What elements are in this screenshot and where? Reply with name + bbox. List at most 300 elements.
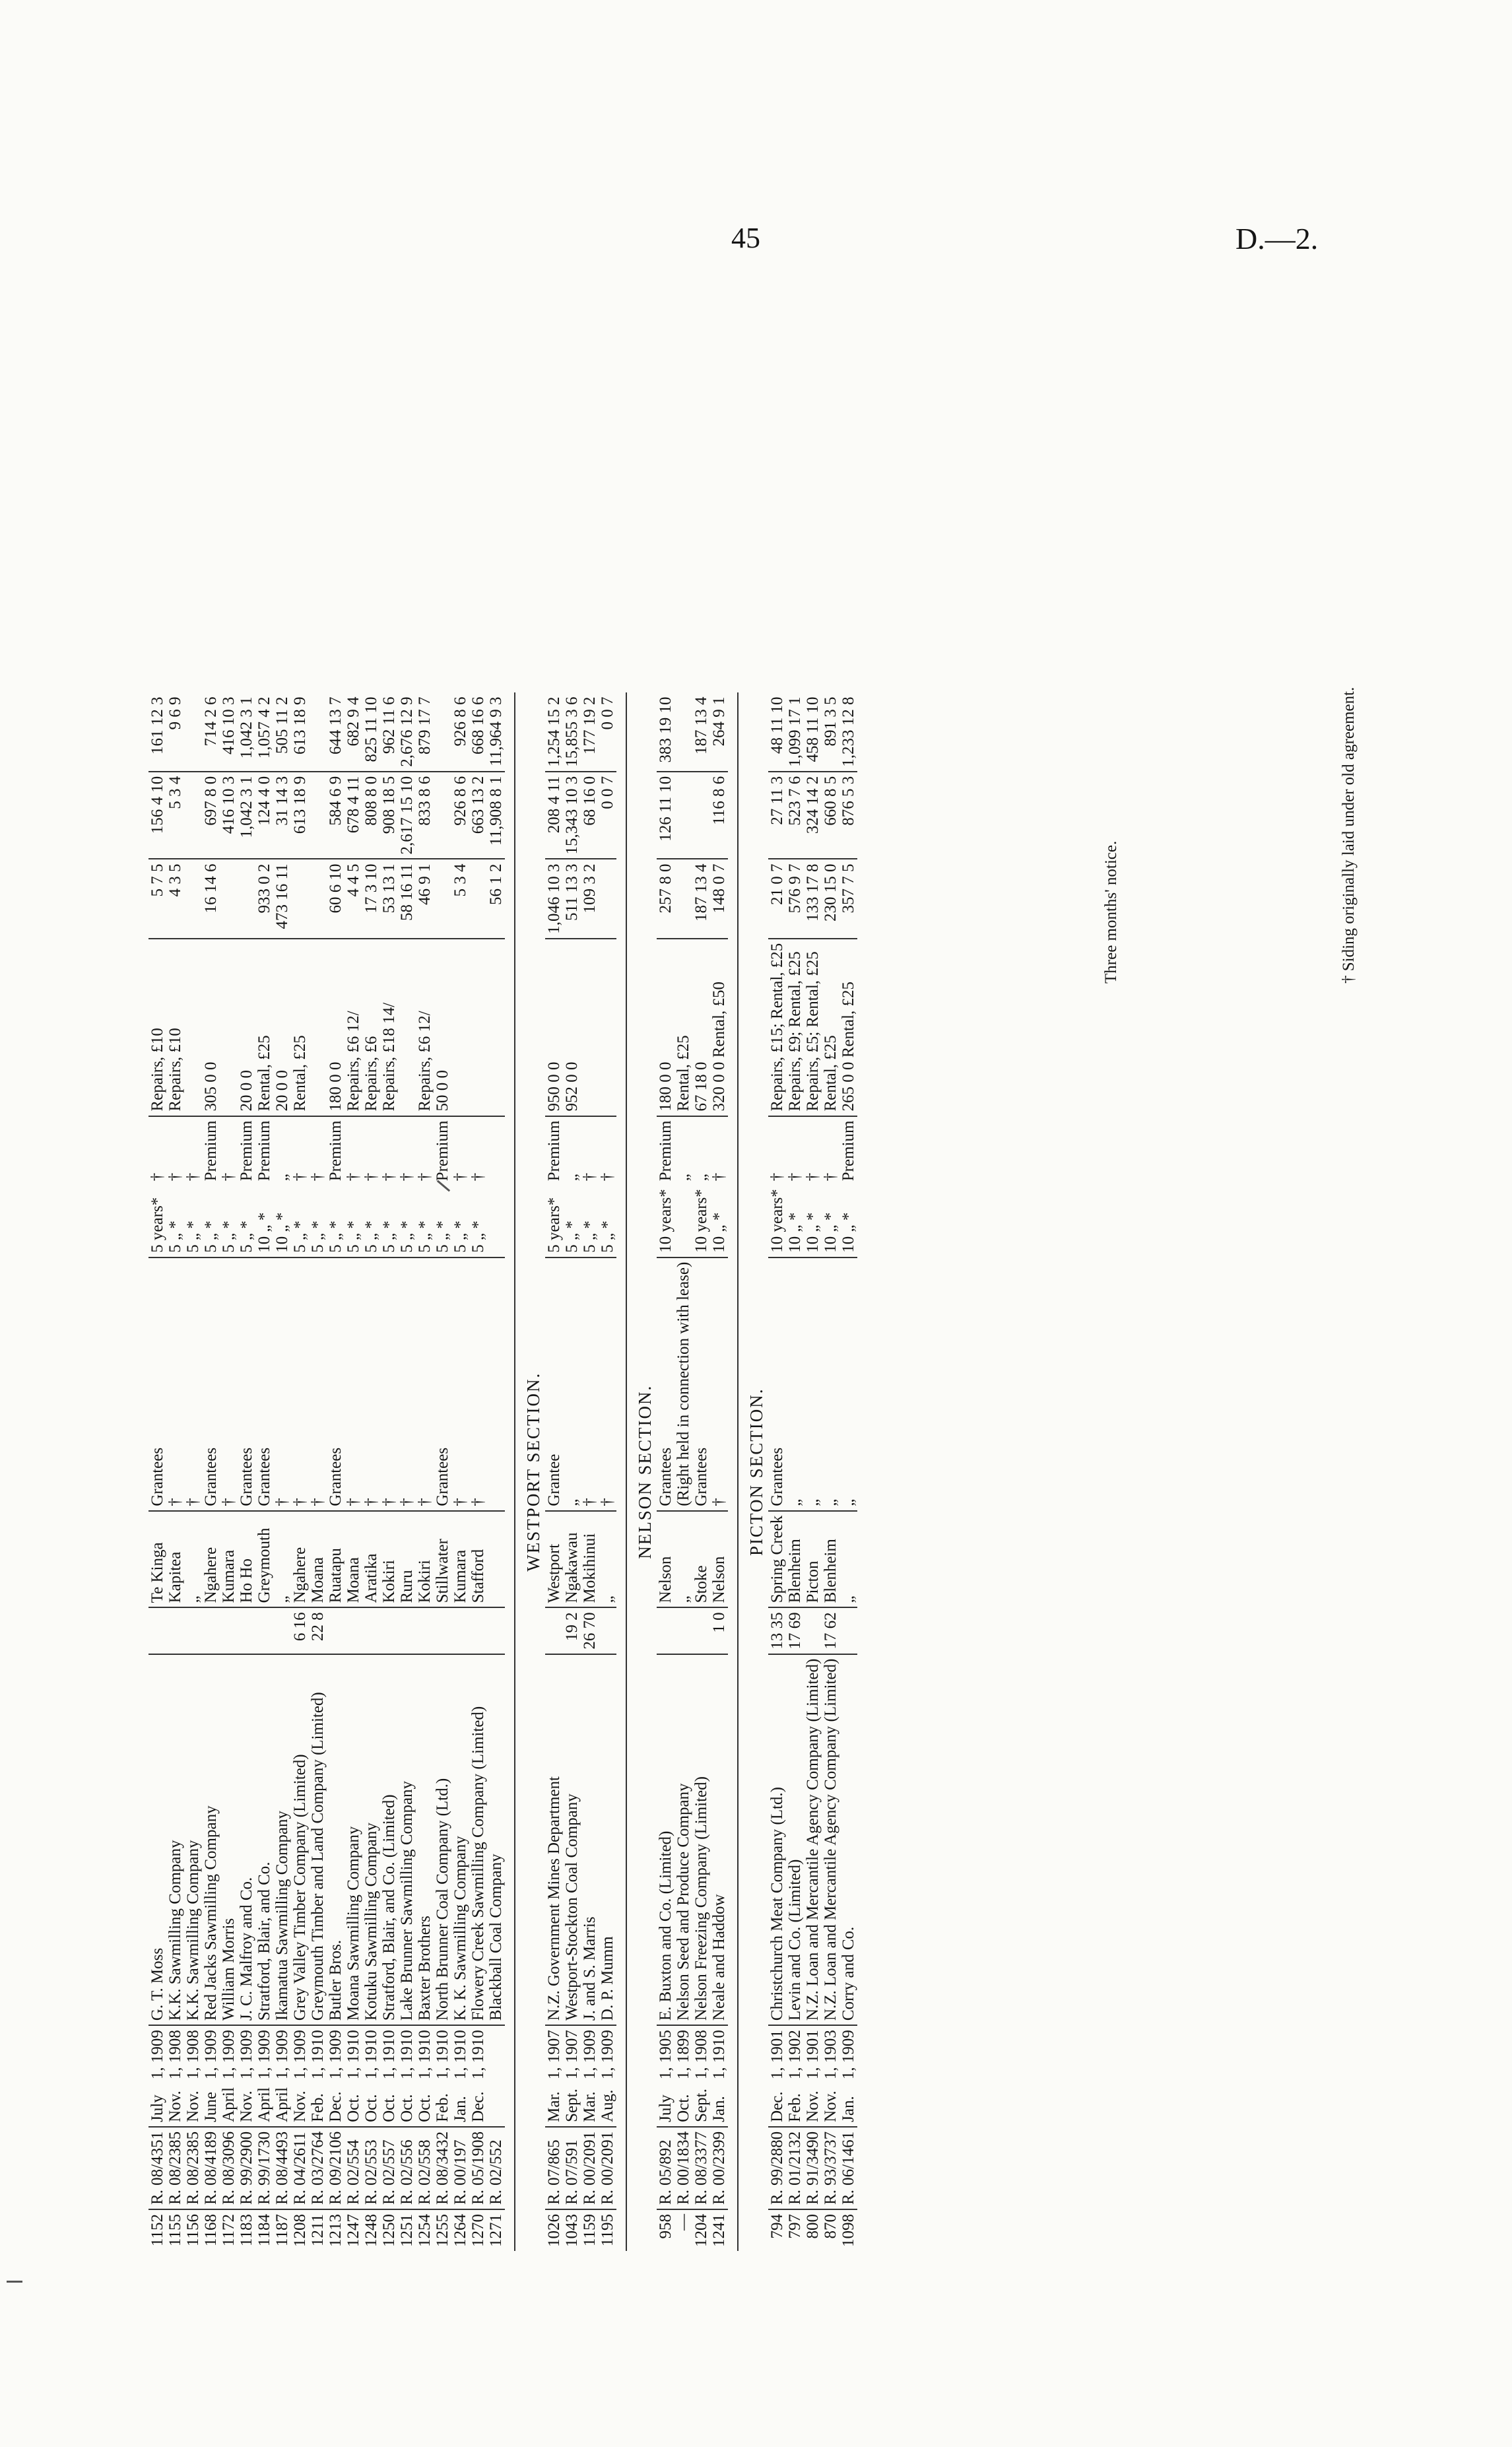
table-cell: 1, 1909: [581, 2025, 599, 2083]
table-cell: 53 13 1: [380, 859, 398, 938]
table-cell: Moana Sawmilling Company: [345, 1654, 362, 2025]
table-cell: 1, 1907: [563, 2025, 581, 2083]
table-cell: Ikamatua Sawmilling Company: [273, 1654, 291, 2025]
table-cell: 180 0 0: [657, 939, 674, 1116]
table-cell: Premium: [202, 1116, 220, 1186]
table-cell: 1, 1907: [545, 2025, 563, 2083]
table-cell: Nov.: [238, 2091, 255, 2122]
table-cell: 1, 1899: [674, 2025, 692, 2083]
table-cell: R. 08/2385: [166, 2127, 184, 2209]
table-cell: †: [469, 1116, 487, 1186]
table-cell: [692, 772, 710, 859]
table-cell: 1,099 17 1: [786, 696, 804, 767]
table-cell: R. 93/3737: [822, 2127, 839, 2209]
table-cell: 797: [786, 2209, 804, 2251]
table-cell: R. 02/558: [416, 2127, 434, 2209]
table-cell: R. 00/1834: [674, 2127, 692, 2209]
table-cell: Premium: [255, 1116, 273, 1186]
table-cell: 10 years*: [692, 1189, 710, 1253]
table-cell: 11,964 9 3: [487, 696, 505, 766]
table-cell: Rental, £25: [822, 939, 839, 1116]
table-cell: 5 „ *: [599, 1221, 616, 1253]
table-cell: 1, 1910: [434, 2025, 451, 2083]
table-cell: 5 „ *: [362, 1221, 380, 1253]
table-cell: R. 99/2880: [768, 2127, 786, 2209]
table-cell: 962 11 6: [380, 696, 398, 754]
table-row: [398, 685, 416, 2251]
table-cell: R. 00/197: [451, 2127, 469, 2209]
table-cell: 5 „ *: [202, 1221, 220, 1253]
table-cell: [309, 692, 327, 771]
table-cell: [674, 1185, 692, 1257]
table-cell: 825 11 10: [362, 696, 380, 762]
table-cell: 5 „ *: [166, 1221, 184, 1253]
table-row: [657, 685, 674, 2251]
table-cell: [674, 692, 692, 771]
table-row: [238, 685, 255, 2251]
table-cell: Repairs, £5; Rental, £25: [804, 939, 822, 1116]
table-cell: [238, 1607, 255, 1654]
table-cell: 264 9 1: [710, 696, 728, 747]
gap-cell: [505, 692, 515, 2251]
table-cell: [148, 1607, 166, 1654]
table-cell: „: [839, 1257, 857, 1511]
table-cell: R. 08/4493: [273, 2127, 291, 2209]
table-cell: Grantees: [657, 1257, 674, 1511]
table-cell: †: [469, 1257, 487, 1511]
table-cell: 1248: [362, 2209, 380, 2251]
table-cell: 1270: [469, 2209, 487, 2251]
table-cell: Blackball Coal Company: [487, 1654, 505, 2025]
table-cell: 5 3 4: [166, 772, 184, 859]
table-cell: „: [674, 1116, 692, 1186]
table-cell: 1098: [839, 2209, 857, 2251]
table-cell: Grantees: [768, 1257, 786, 1511]
table-cell: 794: [768, 2209, 786, 2251]
table-cell: [599, 859, 616, 938]
table-cell: 5 „ *: [238, 1221, 255, 1253]
table-cell: 265 0 0 Rental, £25: [839, 939, 857, 1116]
table-cell: Oct.: [416, 2094, 434, 2122]
table-cell: Neale and Haddow: [710, 1654, 728, 2025]
scan-mark: [7, 2281, 22, 2283]
table-cell: 1, 1908: [184, 2025, 202, 2083]
table-cell: Lake Brunner Sawmilling Company: [398, 1654, 416, 2025]
table-cell: 27 11 3: [768, 772, 786, 859]
table-body: [148, 685, 867, 2251]
table-cell: June: [202, 2092, 220, 2122]
table-cell: 68 16 0: [581, 772, 599, 859]
table-cell: [309, 939, 327, 1116]
table-cell: Mokihinui: [581, 1511, 599, 1608]
table-cell: [599, 1607, 616, 1654]
table-cell: †: [291, 1116, 309, 1186]
table-cell: †: [148, 1116, 166, 1186]
table-cell: †: [380, 1116, 398, 1186]
table-cell: R. 00/2091: [581, 2127, 599, 2209]
table-cell: R. 02/554: [345, 2127, 362, 2209]
table-cell: [434, 859, 451, 938]
table-cell: Levin and Co. (Limited): [786, 1654, 804, 2025]
table-cell: 5 „ *: [398, 1221, 416, 1253]
table-cell: 17 62: [822, 1607, 839, 1654]
table-cell: 124 4 0: [255, 772, 273, 859]
table-row: [309, 685, 327, 2251]
table-cell: Ngakawau: [563, 1511, 581, 1608]
table-cell: Moana: [309, 1511, 327, 1608]
table-cell: R. 02/556: [398, 2127, 416, 2209]
table-cell: 126 11 10: [657, 772, 674, 859]
page-number: 45: [731, 222, 760, 254]
table-row: [184, 685, 202, 2251]
table-cell: Repairs, £15; Rental, £25: [768, 939, 786, 1116]
table-cell: E. Buxton and Co. (Limited): [657, 1654, 674, 2025]
table-cell: 1, 1909: [238, 2025, 255, 2083]
table-cell: Greymouth Timber and Land Company (Limited): [309, 1654, 327, 2025]
table-cell: 4 4 5: [345, 859, 362, 938]
table-cell: 31 14 3: [273, 772, 291, 859]
table-cell: 1, 1903: [822, 2025, 839, 2083]
table-cell: 10 „ *: [804, 1212, 822, 1253]
table-cell: Grantees: [692, 1257, 710, 1511]
table-cell: 10 „ *: [839, 1212, 857, 1253]
table-cell: 50 0 0: [434, 939, 451, 1116]
table-cell: [184, 1607, 202, 1654]
table-cell: 305 0 0: [202, 939, 220, 1116]
table-cell: †: [822, 1116, 839, 1186]
table-cell: Westport: [545, 1511, 563, 1608]
table-cell: Oct.: [380, 2094, 398, 2122]
table-cell: „: [804, 1257, 822, 1511]
section-heading-row: [738, 685, 768, 2251]
table-cell: 230 15 0: [822, 859, 839, 938]
table-cell: [238, 859, 255, 938]
table-cell: 416 10 3: [220, 772, 238, 859]
table-cell: Feb.: [786, 2093, 804, 2122]
table-cell: Grantees: [434, 1257, 451, 1511]
table-cell: Grantees: [238, 1257, 255, 1511]
table-cell: 1264: [451, 2209, 469, 2251]
table-cell: [220, 939, 238, 1116]
table-cell: [416, 1607, 434, 1654]
table-cell: [581, 939, 599, 1116]
table-cell: [451, 1607, 469, 1654]
table-cell: 2,676 12 9: [398, 696, 416, 767]
table-cell: 1, 1901: [804, 2025, 822, 2083]
table-row: [822, 685, 839, 2251]
table-cell: 5 „ *: [563, 1221, 581, 1253]
table-cell: [398, 939, 416, 1116]
table-cell: Dec.: [469, 2091, 487, 2122]
table-row: [202, 685, 220, 2251]
table-cell: R. 09/2106: [327, 2127, 345, 2209]
table-cell: Rental, £25: [674, 939, 692, 1116]
table-cell: 20 0 0: [238, 939, 255, 1116]
table-cell: Nov.: [804, 2091, 822, 2122]
table-cell: 22 8: [309, 1607, 327, 1654]
table-cell: 1, 1909: [220, 2025, 238, 2083]
table-cell: „: [839, 1511, 857, 1608]
table-cell: Oct.: [362, 2094, 380, 2122]
table-cell: 1195: [599, 2209, 616, 2251]
table-cell: 1, 1910: [380, 2025, 398, 2083]
table-row: [804, 685, 822, 2251]
table-cell: [166, 1607, 184, 1654]
table-cell: †: [581, 1257, 599, 1511]
table-cell: 1271: [487, 2209, 505, 2251]
table-cell: 958: [657, 2209, 674, 2251]
table-cell: 320 0 0 Rental, £50: [710, 939, 728, 1116]
table-cell: 891 3 5: [822, 696, 839, 747]
table-cell: 663 13 2: [469, 772, 487, 859]
table-cell: 1, 1910: [416, 2025, 434, 2083]
table-cell: 1, 1909: [327, 2025, 345, 2083]
table-cell: Repairs, £18 14/: [380, 939, 398, 1116]
table-cell: †: [184, 1257, 202, 1511]
table-cell: R. 99/1730: [255, 2127, 273, 2209]
table-cell: 833 8 6: [416, 772, 434, 859]
table-cell: 808 8 0: [362, 772, 380, 859]
table-cell: 383 19 10: [657, 696, 674, 763]
table-cell: K. K. Sawmilling Company: [451, 1654, 469, 2025]
table-cell: 1, 1910: [451, 2025, 469, 2083]
table-cell: 1,233 12 8: [839, 696, 857, 767]
table-cell: 180 0 0: [327, 939, 345, 1116]
table-cell: Westport-Stockton Coal Company: [563, 1654, 581, 2025]
table-cell: 2,617 15 10: [398, 772, 416, 859]
table-cell: 505 11 2: [273, 696, 291, 754]
table-cell: G. T. Moss: [148, 1654, 166, 2025]
table-cell: Repairs, £6 12/: [416, 939, 434, 1116]
table-cell: [692, 1607, 710, 1654]
table-cell: 576 9 7: [786, 859, 804, 938]
table-cell: [220, 1607, 238, 1654]
table-cell: Red Jacks Sawmilling Company: [202, 1654, 220, 2025]
table-cell: Nov.: [184, 2091, 202, 2122]
table-cell: 1, 1910: [398, 2025, 416, 2083]
table-cell: 26 70: [581, 1607, 599, 1654]
table-cell: Ngahere: [202, 1511, 220, 1608]
table-cell: [674, 859, 692, 938]
table-cell: 1 0: [710, 1607, 728, 1654]
table-cell: Kokiri: [416, 1511, 434, 1608]
table-cell: R. 06/1461: [839, 2127, 857, 2209]
table-cell: 10 years*: [768, 1189, 786, 1253]
table-cell: 148 0 7: [710, 859, 728, 938]
table-cell: 1255: [434, 2209, 451, 2251]
table-cell: R. 07/591: [563, 2127, 581, 2209]
table-cell: †: [380, 1257, 398, 1511]
table-cell: [434, 1607, 451, 1654]
gap-cell: [616, 692, 626, 2251]
table-cell: R. 05/1908: [469, 2127, 487, 2209]
table-cell: 879 17 7: [416, 696, 434, 754]
table-cell: 156 4 10: [148, 772, 166, 859]
table-cell: 9 6 9: [166, 696, 184, 730]
table-cell: 1159: [581, 2209, 599, 2251]
table-cell: 1211: [309, 2209, 327, 2251]
table-cell: Repairs, £10: [166, 939, 184, 1116]
table-cell: [487, 2083, 505, 2127]
table-cell: Baxter Brothers: [416, 1654, 434, 2025]
table-cell: R. 91/3490: [804, 2127, 822, 2209]
table-cell: †: [309, 1257, 327, 1511]
table-cell: 324 14 2: [804, 772, 822, 859]
table-cell: [657, 1607, 674, 1654]
table-cell: 1, 1905: [657, 2025, 674, 2083]
table-cell: Repairs, £6: [362, 939, 380, 1116]
table-cell: N.Z. Loan and Mercantile Agency Company (Limited): [804, 1654, 822, 2025]
table-cell: R. 03/2764: [309, 2127, 327, 2209]
table-cell: †: [451, 1116, 469, 1186]
table-cell: 668 16 6: [469, 696, 487, 754]
table-cell: 1172: [220, 2209, 238, 2251]
table-cell: 1184: [255, 2209, 273, 2251]
table-cell: 1,042 3 1: [238, 696, 255, 759]
table-row: [327, 685, 345, 2251]
table-cell: Kokiri: [380, 1511, 398, 1608]
table-cell: [487, 1607, 505, 1654]
table-cell: [202, 1607, 220, 1654]
table-cell: 5 „ *: [345, 1221, 362, 1253]
table-row: [291, 685, 309, 2251]
table-cell: †: [804, 1116, 822, 1186]
table-cell: Premium: [545, 1116, 563, 1186]
table-cell: 678 4 11: [345, 772, 362, 859]
table-row: [380, 685, 398, 2251]
table-cell: Mar.: [581, 2091, 599, 2122]
table-cell: R. 05/892: [657, 2127, 674, 2209]
section-heading-row: [626, 685, 657, 2251]
section-title: WESTPORT SECTION.: [515, 692, 545, 2251]
table-cell: 800: [804, 2209, 822, 2251]
table-cell: 933 0 2: [255, 859, 273, 938]
table-cell: 5 „ *: [220, 1221, 238, 1253]
table-cell: 1152: [148, 2209, 166, 2251]
gap-cell: [728, 692, 738, 2251]
table-cell: Nelson: [710, 1511, 728, 1608]
table-cell: 13 35: [768, 1607, 786, 1654]
table-cell: 876 5 3: [839, 772, 857, 859]
table-cell: 697 8 0: [202, 772, 220, 859]
table-cell: †: [416, 1116, 434, 1186]
table-cell: April: [255, 2087, 273, 2122]
table-cell: Dec.: [768, 2091, 786, 2122]
table-cell: 10 years*: [657, 1189, 674, 1253]
table-cell: R. 02/553: [362, 2127, 380, 2209]
table-cell: R. 08/3377: [692, 2127, 710, 2209]
section-gap: [857, 685, 867, 2251]
table-cell: [434, 692, 451, 771]
table-cell: 1, 1910: [469, 2025, 487, 2083]
table-cell: 1,042 3 1: [238, 772, 255, 859]
table-cell: Ngahere: [291, 1511, 309, 1608]
table-cell: 5 7 5: [148, 859, 166, 938]
table-cell: 1, 1901: [768, 2025, 786, 2083]
table-cell: Nov.: [166, 2091, 184, 2122]
table-cell: [487, 1116, 505, 1186]
table-cell: 15,343 10 3: [563, 772, 581, 859]
table-cell: Sept.: [563, 2089, 581, 2122]
table-cell: North Brunner Coal Company (Ltd.): [434, 1654, 451, 2025]
table-cell: Nelson Freezing Company (Limited): [692, 1654, 710, 2025]
table-cell: Jan.: [839, 2096, 857, 2122]
table-cell: 660 8 5: [822, 772, 839, 859]
table-cell: 1043: [563, 2209, 581, 2251]
table-cell: 870: [822, 2209, 839, 2251]
table-cell: [804, 1607, 822, 1654]
table-cell: Blenheim: [822, 1511, 839, 1608]
table-cell: Kumara: [451, 1511, 469, 1608]
table-cell: †: [166, 1257, 184, 1511]
table-cell: J. C. Malfroy and Co.: [238, 1654, 255, 2025]
table-cell: [380, 1607, 398, 1654]
table-row: [545, 685, 563, 2251]
table-cell: Kapitea: [166, 1511, 184, 1608]
table-cell: 523 7 6: [786, 772, 804, 859]
table-cell: [434, 685, 451, 692]
table-cell: 5 years*: [148, 1197, 166, 1253]
table-cell: [545, 1607, 563, 1654]
table-cell: 46 9 1: [416, 859, 434, 938]
table-cell: [184, 772, 202, 859]
table-cell: 5 „ *: [469, 1221, 487, 1253]
table-cell: Kotuku Sawmilling Company: [362, 1654, 380, 2025]
document-reference: D.—2.: [1235, 222, 1319, 255]
table-row: [362, 685, 380, 2251]
table-cell: 1208: [291, 2209, 309, 2251]
table-cell: 613 18 9: [291, 696, 309, 754]
table-cell: 1, 1909: [599, 2025, 616, 2083]
table-cell: 17 69: [786, 1607, 804, 1654]
table-row: [469, 685, 487, 2251]
table-cell: 1254: [416, 2209, 434, 2251]
table-cell: 0 0 7: [599, 696, 616, 730]
table-cell: Dec.: [327, 2091, 345, 2122]
table-cell: (Right held in connection with lease): [674, 1257, 692, 1511]
table-cell: 357 7 5: [839, 859, 857, 938]
table-cell: 613 18 9: [291, 772, 309, 859]
table-cell: R. 08/3432: [434, 2127, 451, 2209]
table-cell: 1204: [692, 2209, 710, 2251]
table-cell: Grantees: [202, 1257, 220, 1511]
table-row: [674, 685, 692, 2251]
table-cell: 257 8 0: [657, 859, 674, 938]
table-cell: †: [599, 1116, 616, 1186]
table-cell: Stoke: [692, 1511, 710, 1608]
table-cell: Rental, £25: [255, 939, 273, 1116]
table-cell: †: [273, 1257, 291, 1511]
table-cell: [451, 939, 469, 1116]
table-cell: „: [273, 1511, 291, 1608]
sidings-table: [148, 685, 867, 2251]
table-cell: 109 3 2: [581, 859, 599, 938]
table-cell: Grantees: [255, 1257, 273, 1511]
table-cell: 1, 1908: [692, 2025, 710, 2083]
table-cell: 511 13 3: [563, 859, 581, 938]
table-cell: Oct.: [398, 2094, 416, 2122]
table-cell: Ho Ho: [238, 1511, 255, 1608]
table-cell: †: [451, 1257, 469, 1511]
table-cell: K.K. Sawmilling Company: [184, 1654, 202, 2025]
table-cell: 5 „ *: [291, 1221, 309, 1253]
table-cell: R. 00/2091: [599, 2127, 616, 2209]
table-cell: 1, 1909: [291, 2025, 309, 2083]
table-cell: Grey Valley Timber Company (Limited): [291, 1654, 309, 2025]
table-cell: [309, 772, 327, 859]
table-cell: 5 „ *: [416, 1221, 434, 1253]
section-title: NELSON SECTION.: [626, 692, 657, 2251]
